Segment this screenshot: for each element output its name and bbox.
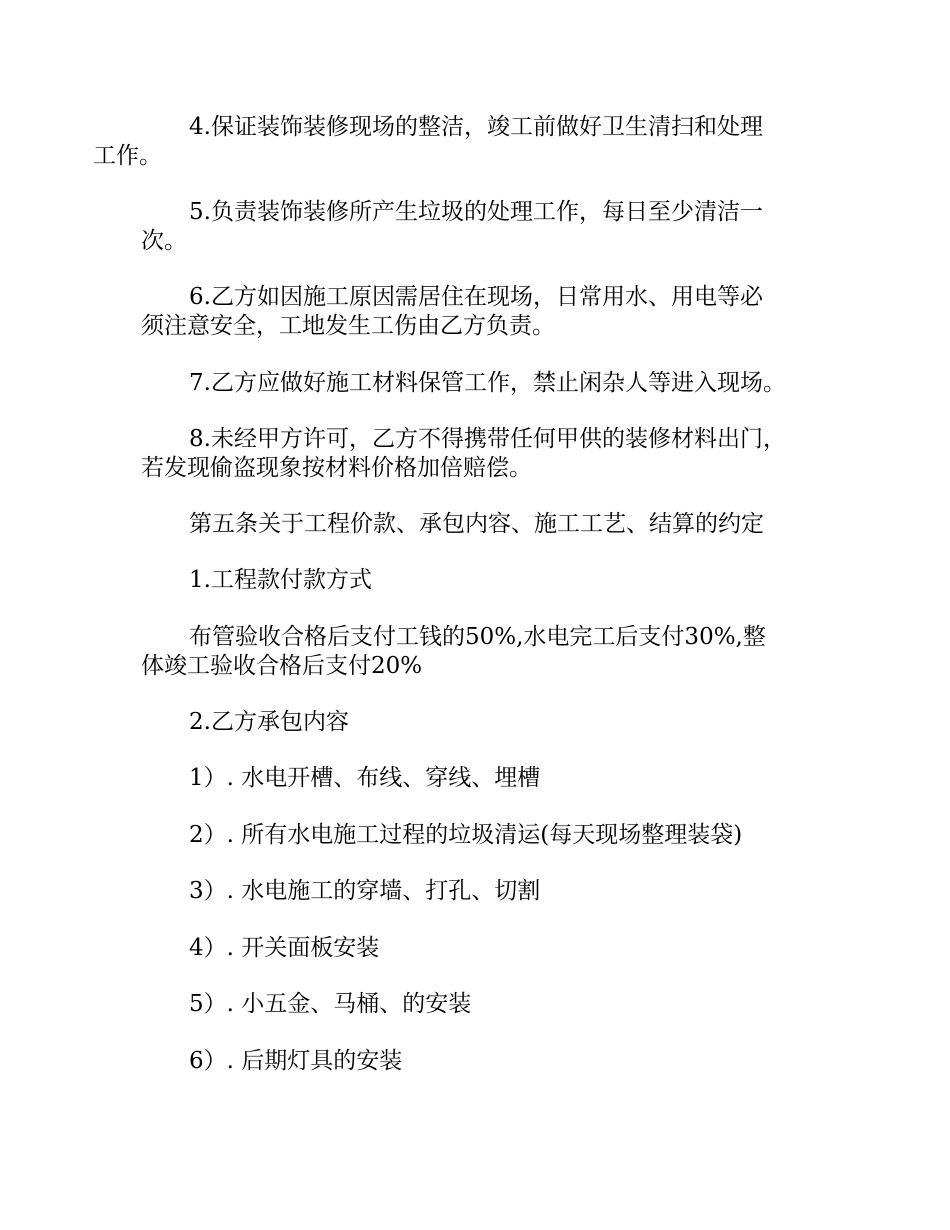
paragraph-item-8 — [141, 425, 831, 483]
paragraph-item-4 — [93, 113, 831, 171]
text-line: 5）. 小五金、马桶、的安装 — [189, 991, 472, 1017]
scope-item-6 — [141, 1047, 831, 1076]
text-line: 布管验收合格后支付工钱的50%,水电完工后支付30%,整 — [189, 624, 766, 650]
text-line: 7.乙方应做好施工材料保管工作，禁止闲杂人等进入现场。 — [189, 370, 786, 396]
text-line: 4.保证装饰装修现场的整洁，竣工前做好卫生清扫和处理 — [189, 114, 763, 140]
text-line: 5.负责装饰装修所产生垃圾的处理工作，每日至少清洁一 — [189, 199, 763, 225]
scope-item-2 — [141, 821, 831, 850]
text-line: 2.乙方承包内容 — [189, 709, 349, 735]
paragraph-item-5 — [141, 198, 831, 256]
section-payment-method — [141, 566, 831, 595]
section-contract-scope — [141, 708, 831, 737]
scope-item-3 — [141, 877, 831, 906]
text-line: 2）. 所有水电施工过程的垃圾清运(每天现场整理装袋) — [189, 822, 743, 848]
text-line: 8.未经甲方许可，乙方不得携带任何甲供的装修材料出门， — [189, 426, 786, 452]
text-line: 须注意安全，工地发生工伤由乙方负责。 — [141, 313, 555, 339]
scope-item-1 — [141, 764, 831, 793]
text-line: 6.乙方如因施工原因需居住在现场，日常用水、用电等必 — [189, 284, 763, 310]
text-line: 1）. 水电开槽、布线、穿线、埋槽 — [189, 765, 541, 791]
text-line: 第五条关于工程价款、承包内容、施工工艺、结算的约定 — [189, 511, 764, 537]
text-line: 6）. 后期灯具的安装 — [189, 1048, 403, 1074]
article-five-heading — [141, 510, 831, 539]
text-line: 1.工程款付款方式 — [189, 567, 372, 593]
scope-item-5 — [141, 990, 831, 1019]
paragraph-item-6 — [141, 283, 831, 341]
payment-terms — [141, 623, 831, 681]
text-line: 若发现偷盗现象按材料价格加倍赔偿。 — [141, 455, 532, 481]
paragraph-item-7 — [141, 369, 841, 398]
text-line: 体竣工验收合格后支付20% — [141, 653, 423, 679]
text-line: 4）. 开关面板安装 — [189, 935, 380, 961]
text-line: 次。 — [141, 228, 187, 254]
text-line: 3）. 水电施工的穿墙、打孔、切割 — [189, 878, 541, 904]
scope-item-4 — [141, 934, 831, 963]
text-line: 工作。 — [93, 143, 162, 169]
